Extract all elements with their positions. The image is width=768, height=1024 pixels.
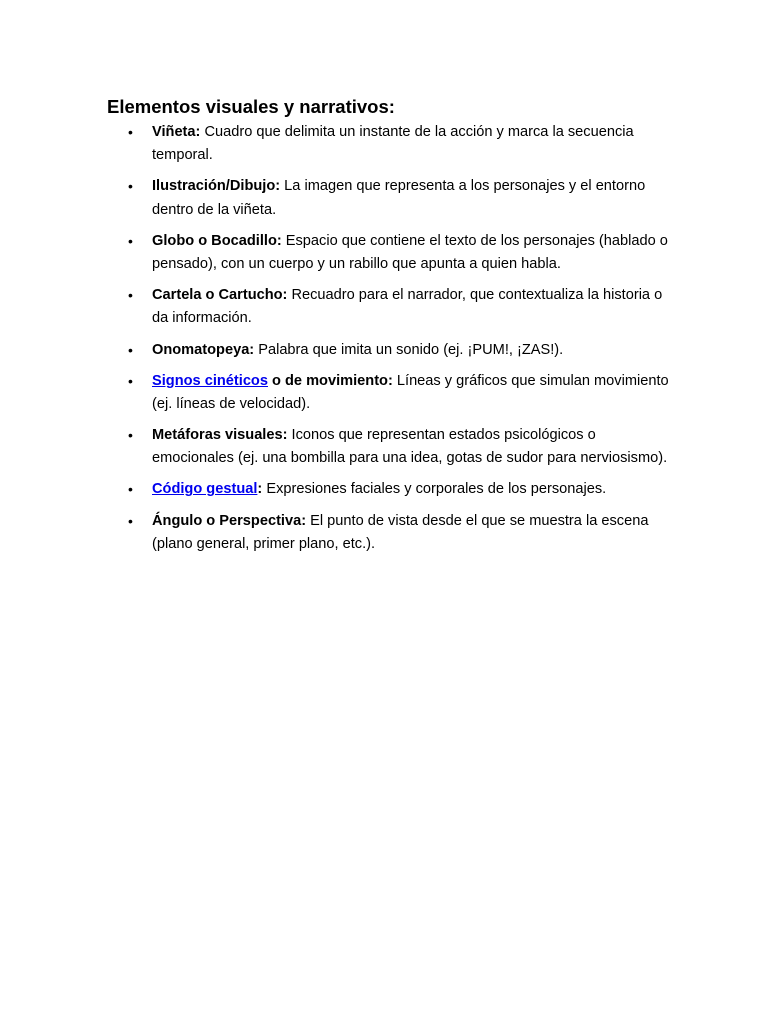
item-term: Ilustración/Dibujo: (152, 178, 281, 195)
list-item-angulo (107, 510, 677, 557)
list-item-metaforas (107, 424, 677, 471)
item-description: Expresiones faciales y corporales de los personajes. (262, 481, 607, 498)
item-description: Líneas y gráficos que simulan movimiento (ej. líneas de velocidad). (152, 372, 669, 412)
item-description: Cuadro que delimita un instante de la acción y marca la secuencia temporal. (152, 124, 634, 164)
signos-cineticos-link[interactable]: Signos cinéticos (152, 372, 268, 389)
item-term: : (257, 481, 263, 498)
item-term: Ángulo o Perspectiva: (152, 512, 307, 529)
bullet-icon: • (128, 232, 133, 249)
elements-list (107, 121, 677, 556)
item-term: Cartela o Cartucho: (152, 287, 288, 304)
item-term: Metáforas visuales: (152, 427, 288, 444)
codigo-gestual-link[interactable]: Código gestual (152, 481, 258, 498)
bullet-icon: • (128, 512, 133, 529)
list-item-onomatopeya (107, 339, 677, 362)
list-item-cartela (107, 284, 677, 331)
item-description: Palabra que imita un sonido (ej. ¡PUM!, ¡ZAS!). (254, 341, 564, 358)
bullet-icon: • (128, 372, 133, 389)
list-item-signos-cineticos (107, 370, 677, 417)
item-description: Recuadro para el narrador, que contextualiza la historia o da información. (152, 287, 663, 327)
item-term: Onomatopeya: (152, 341, 255, 358)
list-item-ilustracion (107, 175, 677, 222)
bullet-icon: • (128, 427, 133, 444)
bullet-icon: • (128, 341, 133, 358)
list-item-vineta (107, 121, 677, 168)
item-description: Espacio que contiene el texto de los personajes (hablado o pensado), con un cuerpo y un rabillo que apunta a quien habla. (152, 232, 668, 273)
bullet-icon: • (128, 481, 133, 498)
item-description: La imagen que representa a los personajes y el entorno dentro de la viñeta. (152, 178, 646, 218)
item-term: Globo o Bocadillo: (152, 232, 282, 249)
document-page (107, 96, 677, 564)
item-description: Iconos que representan estados psicológicos o emocionales (ej. una bombilla para una idea, gotas de sudor para nerviosismo). (152, 427, 668, 467)
list-item-globo (107, 230, 677, 277)
list-item-codigo-gestual (107, 478, 677, 501)
item-description: El punto de vista desde el que se muestra la escena (plano general, primer plano, etc.). (152, 512, 649, 552)
bullet-icon: • (128, 178, 133, 195)
bullet-icon: • (128, 124, 133, 140)
section-heading: Elementos visuales y narrativos: (107, 96, 395, 117)
item-term: o de movimiento: (267, 372, 393, 389)
item-term: Viñeta: (152, 124, 201, 140)
bullet-icon: • (128, 287, 133, 304)
